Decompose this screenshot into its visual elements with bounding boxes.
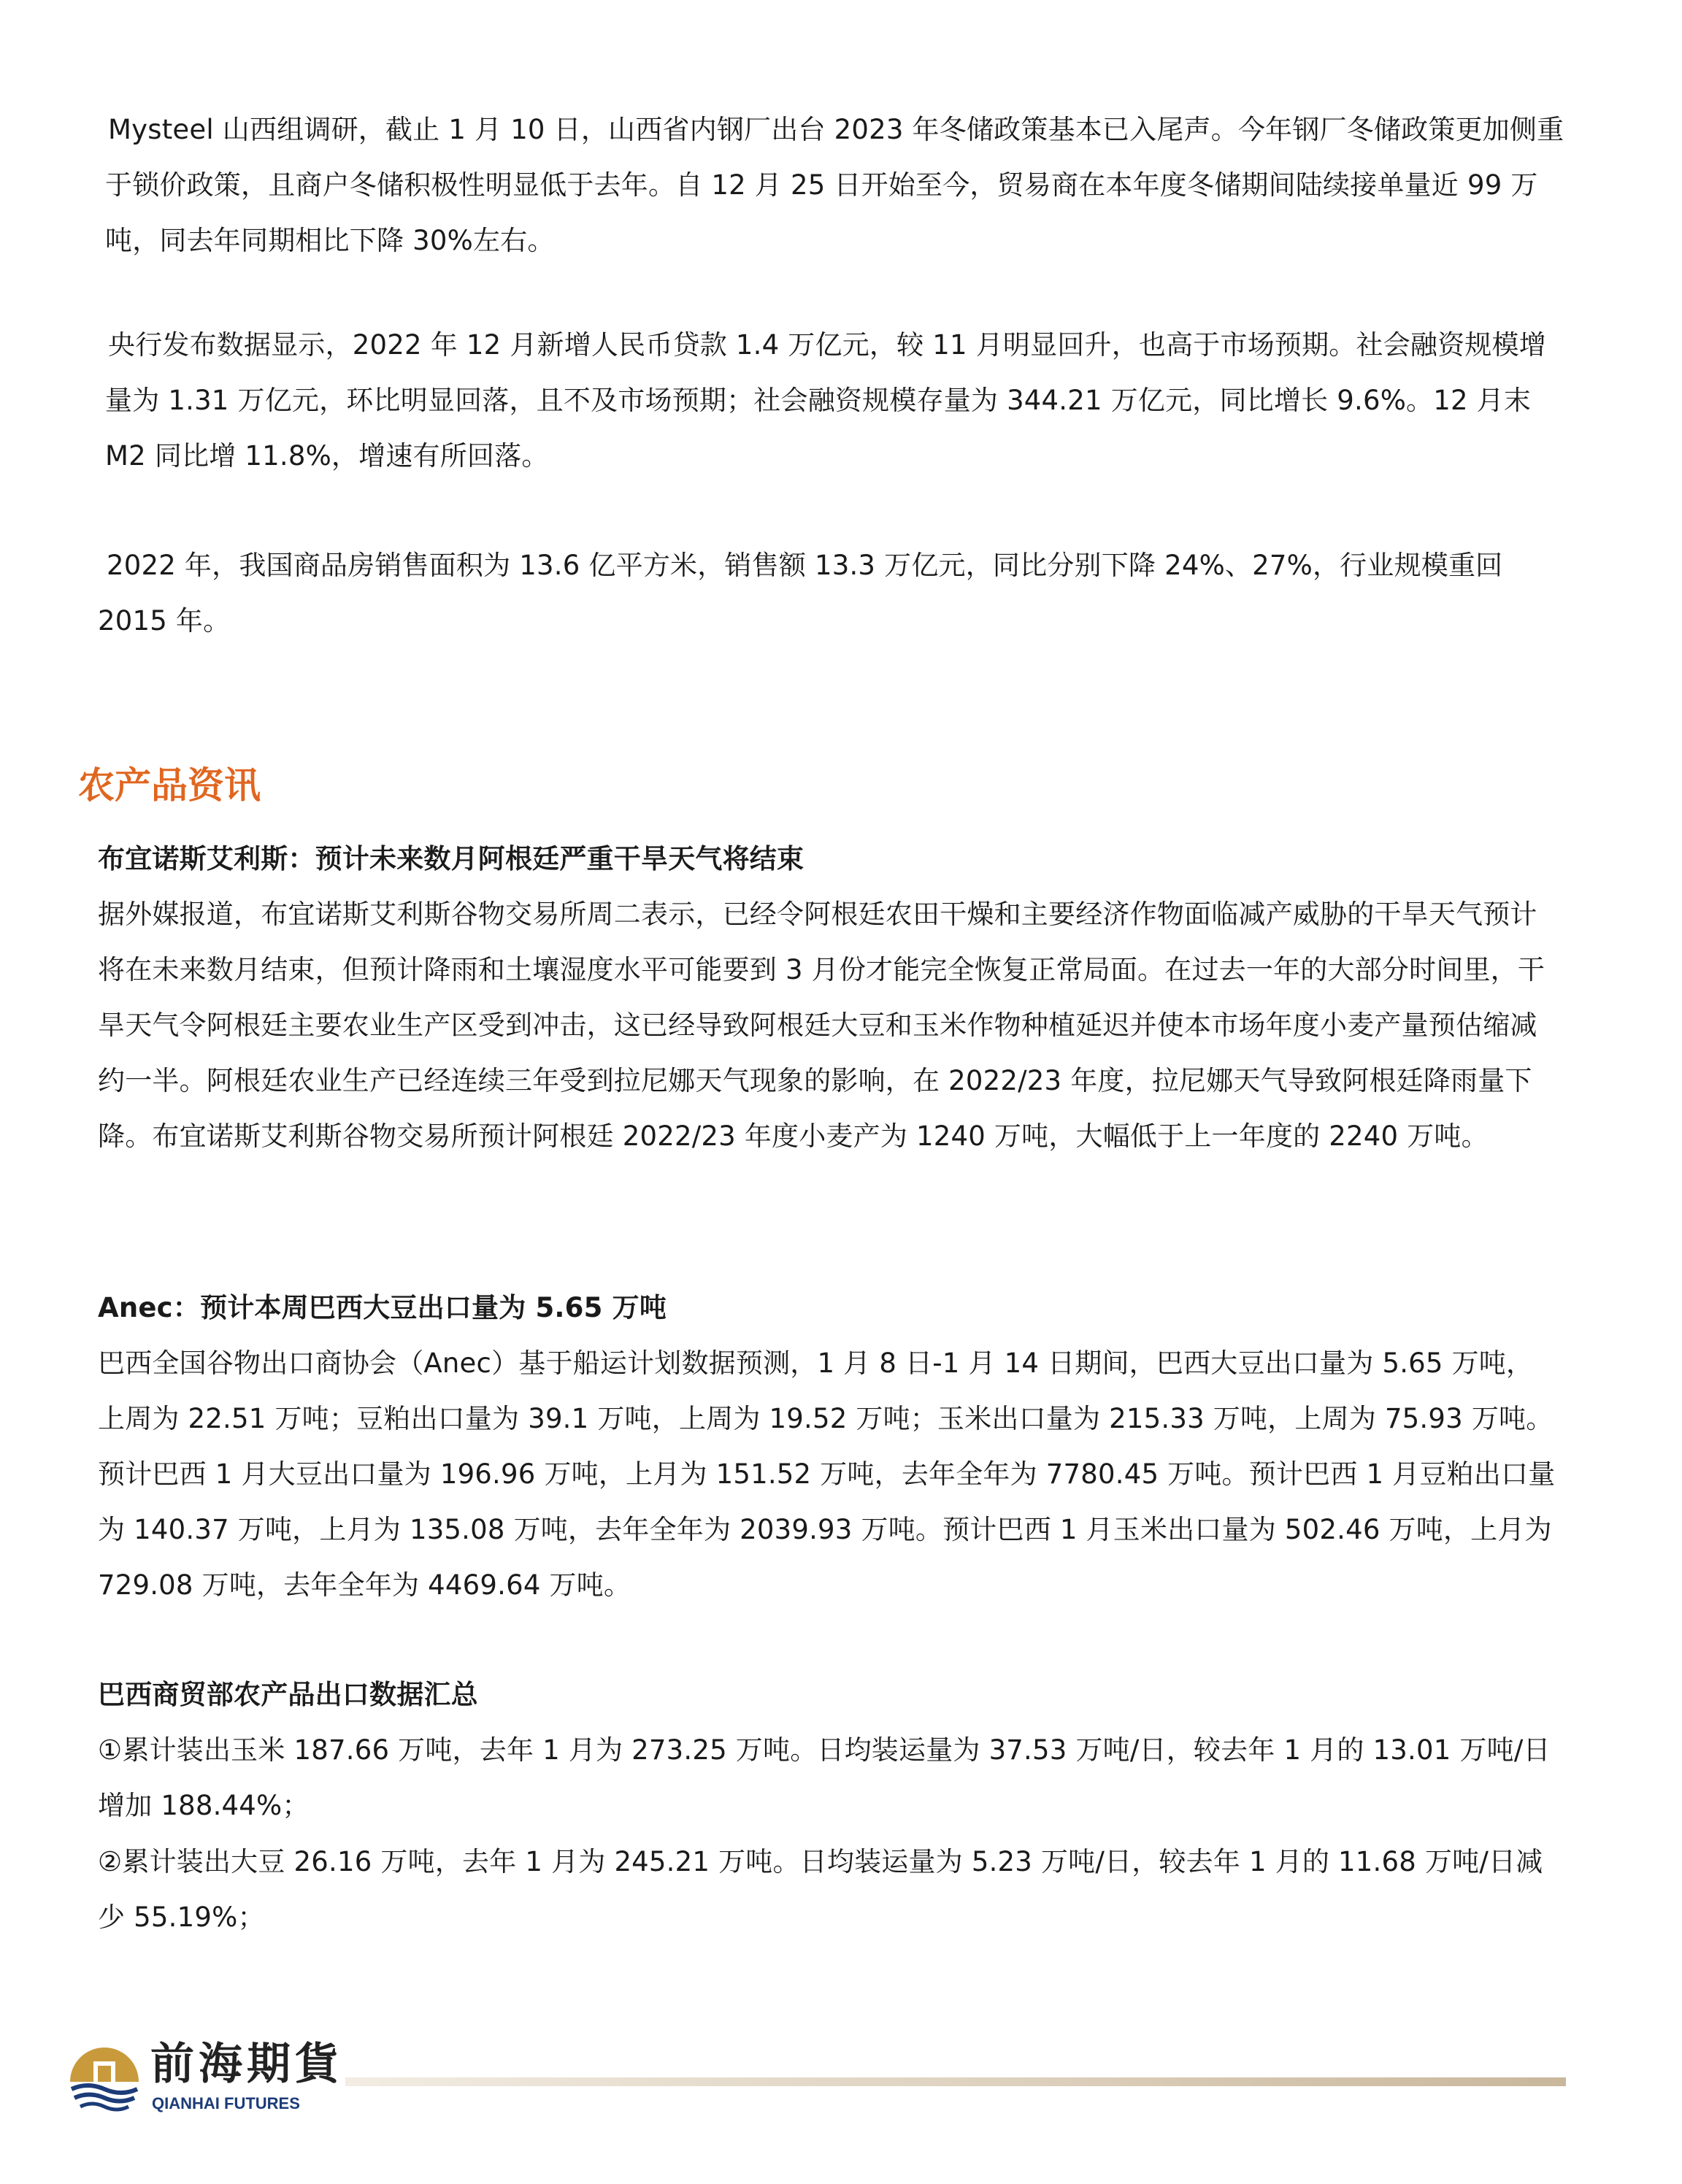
article-body-argentina-drought: 据外媒报道，布宜诺斯艾利斯谷物交易所周二表示，已经令阿根廷农田干燥和主要经济作物面临减产威胁的干旱天气预计将在未来数月结束，但预计降雨和土壤湿度水平可能要到 3 月份才能完全恢复正常局面。在过去一年的大部分时间里，干旱天气令阿根廷主要农业生产区受到冲击，这已经导致阿根廷大豆和玉米作物种植延迟并使本市场年度小麦产量预估缩减约一半。阿根廷农业生产已经连续三年受到拉尼娜天气现象的影响，在 2022/23 年度，拉尼娜天气导致阿根廷降雨量下降。布宜诺斯艾利斯谷物交易所预计阿根廷 2022/23 年度小麦产为 1240 万吨，大幅低于上一年度的 2240 万吨。: [98, 899, 1545, 1152]
article-body-anec-soybean: 巴西全国谷物出口商协会（Anec）基于船运计划数据预测，1 月 8 日-1 月 14 日期间，巴西大豆出口量为 5.65 万吨，上周为 22.51 万吨；豆粕出口量为 39.1 万吨，上周为 19.52 万吨；玉米出口量为 215.33 万吨，上周为 75.93 万吨。预计巴西 1 月大豆出口量为 196.96 万吨，上月为 151.52 万吨，去年全年为 7780.45 万吨。预计巴西 1 月豆粕出口量为 140.37 万吨，上月为 135.08 万吨，去年全年为 2039.93 万吨。预计巴西 1 月玉米出口量为 502.46 万吨，上月为 729.08 万吨，去年全年为 4469.64 万吨。: [98, 1347, 1556, 1601]
logo-english-name: QIANHAI FUTURES: [152, 2094, 300, 2112]
export-item-soybean: ②累计装出大豆 26.16 万吨，去年 1 月为 245.21 万吨。日均装运量为 5.23 万吨/日，较去年 1 月的 11.68 万吨/日减少 55.19%；: [98, 1846, 1543, 1933]
paragraph-pboc-credit-data: 央行发布数据显示，2022 年 12 月新增人民币贷款 1.4 万亿元，较 11 月明显回升，也高于市场预期。社会融资规模增量为 1.31 万亿元，环比明显回落，且不及市场预期；社会融资规模存量为 344.21 万亿元，同比增长 9.6%。12 月末 M2 同比增 11.8%，增速有所回落。: [105, 329, 1546, 472]
qianhai-logo-icon: [64, 2037, 145, 2117]
paragraph-property-sales: 2022 年，我国商品房销售面积为 13.6 亿平方米，销售额 13.3 万亿元，同比分别下降 24%、27%，行业规模重回 2015 年。: [98, 550, 1503, 637]
footer-divider: [345, 2077, 1566, 2086]
article-heading-anec-soybean: Anec：预计本周巴西大豆出口量为 5.65 万吨: [98, 1292, 667, 1323]
export-item-corn: ①累计装出玉米 187.66 万吨，去年 1 月为 273.25 万吨。日均装运量为 37.53 万吨/日，较去年 1 月的 13.01 万吨/日增加 188.44%；: [98, 1734, 1551, 1821]
logo-chinese-name: 前海期貨: [150, 2039, 343, 2090]
section-title: 农产品资讯: [78, 764, 261, 807]
paragraph-steel-winter-storage: Mysteel 山西组调研，截止 1 月 10 日，山西省内钢厂出台 2023 年冬储政策基本已入尾声。今年钢厂冬储政策更加侧重于锁价政策，且商户冬储积极性明显低于去年。自 12 月 25 日开始至今，贸易商在本年度冬储期间陆续接单量近 99 万吨，同去年同期相比下降 30%左右。: [105, 114, 1564, 256]
article-heading-argentina-drought: 布宜诺斯艾利斯：预计未来数月阿根廷严重干旱天气将结束: [98, 843, 804, 874]
company-logo: [64, 2037, 343, 2124]
article-heading-brazil-export-summary: 巴西商贸部农产品出口数据汇总: [98, 1679, 478, 1710]
